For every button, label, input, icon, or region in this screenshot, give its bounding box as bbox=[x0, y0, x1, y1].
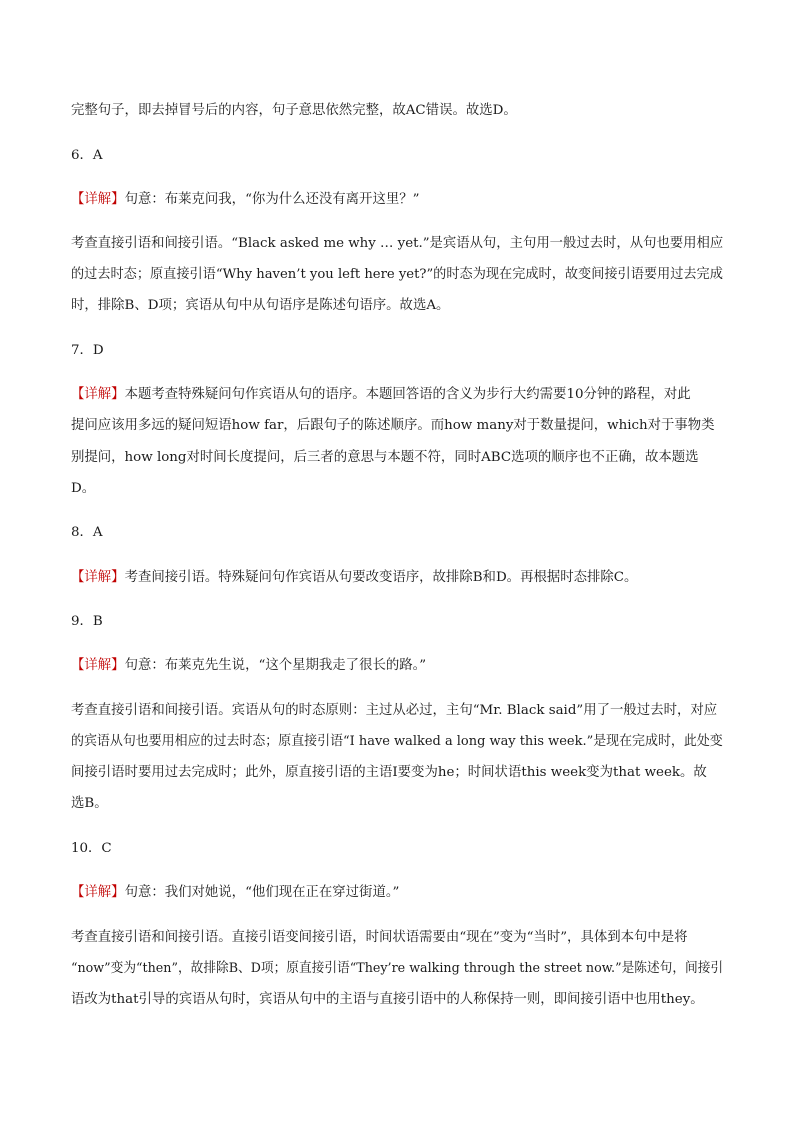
detail-tag: 【详解】 bbox=[71, 885, 125, 900]
text-line: 语改为that引导的宾语从句时，宾语从句中的主语与直接引语中的人称保持一则，即间接引语中也用they。 bbox=[71, 992, 704, 1007]
answer-8: 8．A bbox=[71, 525, 103, 540]
detail-10-line: 【详解】句意：我们对她说，“他们现在正在穿过街道。” bbox=[71, 885, 400, 900]
answer-6: 6．A bbox=[71, 148, 103, 163]
text-line: 选B。 bbox=[71, 796, 108, 811]
text-line: D。 bbox=[71, 481, 96, 496]
text-line: 考查直接引语和间接引语。宾语从句的时态原则：主过从必过，主句“Mr. Black said”用了一般过去时，对应 bbox=[71, 703, 718, 718]
text-line: 完整句子，即去掉冒号后的内容，句子意思依然完整，故AC错误。故选D。 bbox=[71, 103, 517, 118]
detail-7-line: 【详解】本题考查特殊疑问句作宾语从句的语序。本题回答语的含义为步行大约需要10分钟的路程，对此 bbox=[71, 387, 691, 402]
text-line: 考查直接引语和间接引语。直接引语变间接引语，时间状语需要由“现在”变为“当时”，具体到本句中是将 bbox=[71, 930, 688, 945]
text-line: 考查直接引语和间接引语。“Black asked me why … yet.”是宾语从句，主句用一般过去时，从句也要用相应 bbox=[71, 236, 724, 251]
detail-tag: 【详解】 bbox=[71, 387, 125, 402]
text-line: 别提问，how long对时间长度提问，后三者的意思与本题不符，同时ABC选项的顺序也不正确，故本题选 bbox=[71, 450, 699, 465]
text-line: 时，排除B、D项；宾语从句中从句语序是陈述句语序。故选A。 bbox=[71, 298, 450, 313]
text-line: 提问应该用多远的疑问短语how far，后跟句子的陈述顺序。而how many对于数量提问，which对于事物类 bbox=[71, 418, 715, 433]
text-line: 的宾语从句也要用相应的过去时态；原直接引语“I have walked a long way this week.”是现在完成时，此处变 bbox=[71, 734, 723, 749]
detail-6-line: 【详解】句意：布莱克问我，“你为什么还没有离开这里？” bbox=[71, 192, 420, 207]
detail-8-line: 【详解】考查间接引语。特殊疑问句作宾语从句要改变语序，故排除B和D。再根据时态排除C。 bbox=[71, 570, 638, 585]
detail-tag: 【详解】 bbox=[71, 570, 125, 585]
detail-tag: 【详解】 bbox=[71, 192, 125, 207]
text-line: 的过去时态；原直接引语“Why haven’t you left here yet?”的时态为现在完成时，故变间接引语要用过去完成 bbox=[71, 267, 723, 282]
text-line: 间接引语时要用过去完成时；此外，原直接引语的主语I要变为he；时间状语this week变为that week。故 bbox=[71, 765, 707, 780]
text-line: “now”变为“then”，故排除B、D项；原直接引语“They’re walking through the street now.”是陈述句，间接引 bbox=[71, 961, 724, 976]
answer-7: 7．D bbox=[71, 343, 104, 358]
detail-tag: 【详解】 bbox=[71, 658, 125, 673]
answer-10: 10．C bbox=[71, 841, 112, 856]
answer-9: 9．B bbox=[71, 614, 103, 629]
detail-9-line: 【详解】句意：布莱克先生说，“这个星期我走了很长的路。” bbox=[71, 658, 427, 673]
